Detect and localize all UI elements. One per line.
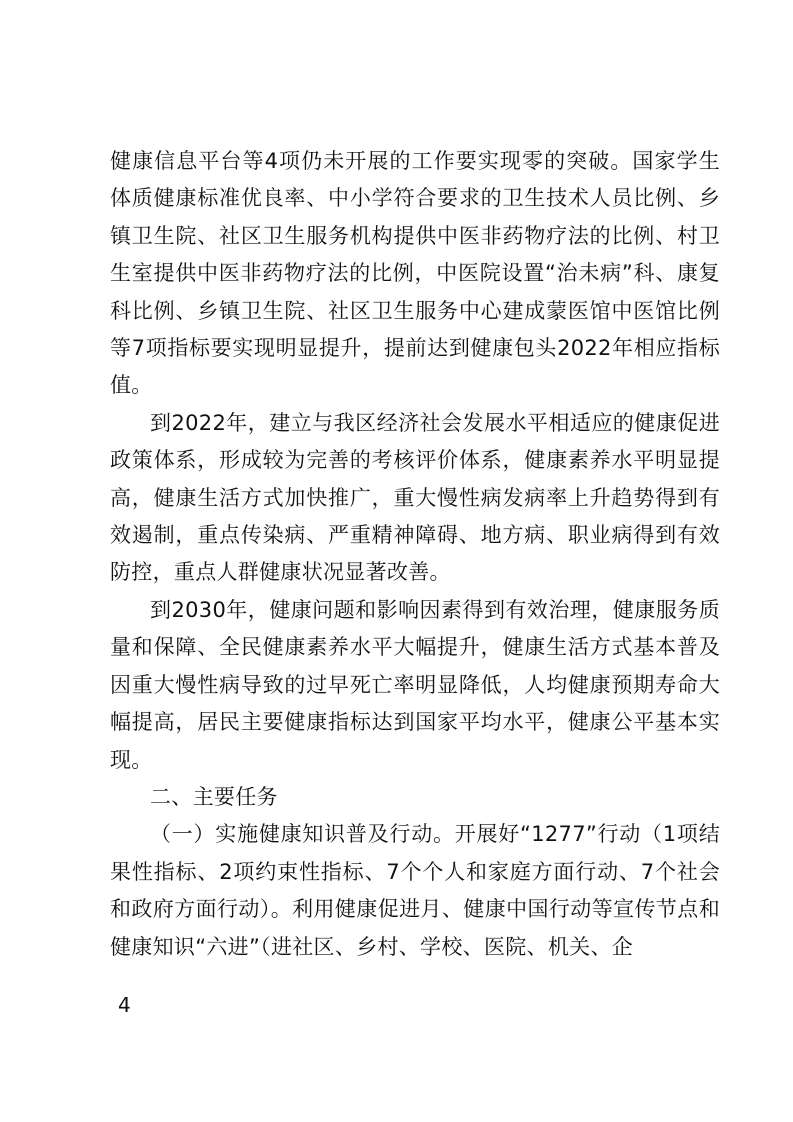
paragraph-continued: 健康信息平台等4项仍未开展的工作要实现零的突破。国家学生体质健康标准优良率、中小学符合要求的卫生技术人员比例、乡镇卫生院、社区卫生服务机构提供中医非药物疗法的比例、村卫生室提供中医非药物疗法的比例，中医院设置“治未病”科、康复科比例、乡镇卫生院、社区卫生服务中心建成蒙医馆中医馆比例等7项指标要实现明显提升，提前达到健康包头2022年相应指标值。	[110, 149, 720, 398]
section-heading: 二、主要任务	[150, 784, 278, 809]
page-number: 4	[118, 993, 131, 1017]
document-body	[110, 143, 720, 966]
paragraph-2030-goals: 到2030年，健康问题和影响因素得到有效治理，健康服务质量和保障、全民健康素养水平大幅提升，健康生活方式基本普及因重大慢性病导致的过早死亡率明显降低，人均健康预期寿命大幅提高，居民主要健康指标达到国家平均水平，健康公平基本实现。	[110, 597, 720, 772]
subsection-paragraph: （一）实施健康知识普及行动。开展好“1277”行动（1项结果性指标、2项约束性指标、7个个人和家庭方面行动、7个社会和政府方面行动）。利用健康促进月、健康中国行动等宣传节点和健康知识“六进”（进社区、乡村、学校、医院、机关、企	[110, 822, 720, 959]
paragraph-2022-goals: 到2022年，建立与我区经济社会发展水平相适应的健康促进政策体系，形成较为完善的考核评价体系，健康素养水平明显提高，健康生活方式加快推广，重大慢性病发病率上升趋势得到有效遏制，重点传染病、严重精神障碍、地方病、职业病得到有效防控，重点人群健康状况显著改善。	[110, 410, 720, 585]
